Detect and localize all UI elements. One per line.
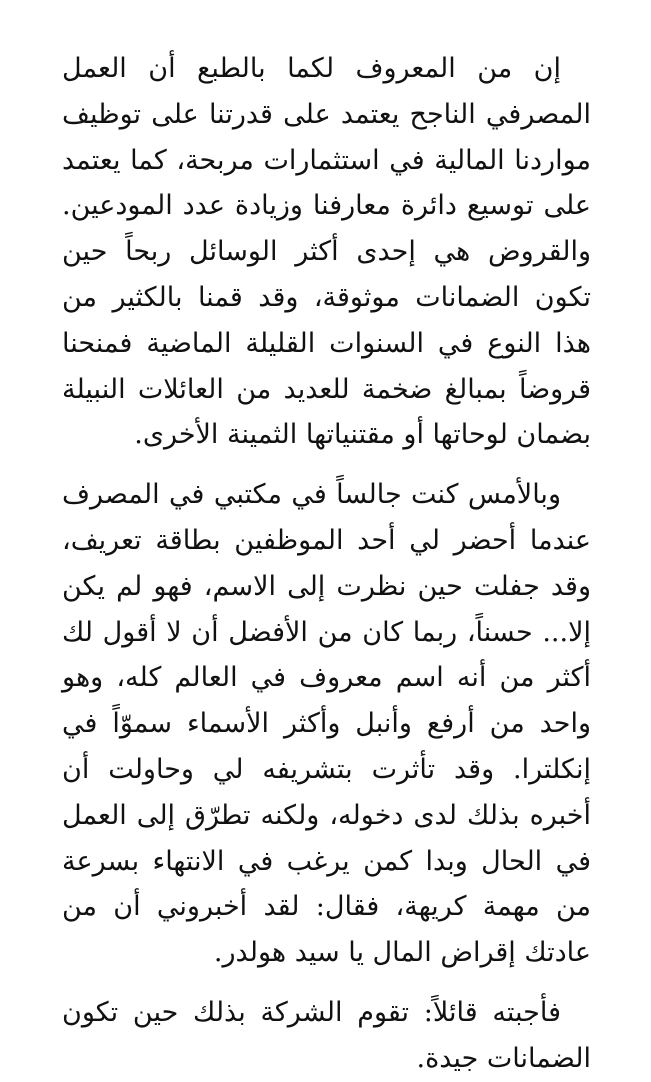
paragraph-visitor: وبالأمس كنت جالساً في مكتبي في المصرف عندما أحضر لي أحد الموظفين بطاقة تعريف، وقد جفلت حين نظرت إلى الاسم، فهو لم يكن إلا... حسناً، ربما كان من الأفضل أن لا أقول لك أكثر من أنه اسم معروف في العالم كله، وهو واحد من أرفع وأنبل وأكثر الأسماء سموّاً في إنكلترا. وقد تأثرت بتشريفه لي وحاولت أن أخبره بذلك لدى دخوله، ولكنه تطرّق إلى العمل في الحال وبدا كمن يرغب في الانتهاء بسرعة من مهمة كريهة، فقال: لقد أخبروني أن من عادتك إقراض المال يا سيد هولدر.	[62, 479, 591, 969]
paragraph-loans: إن من المعروف لكما بالطبع أن العمل المصرفي الناجح يعتمد على قدرتنا على توظيف مواردنا المالية في استثمارات مربحة، كما يعتمد على توسيع دائرة معارفنا وزيادة عدد المودعين. والقروض هي إحدى أكثر الوسائل ربحاً حين تكون الضمانات موثوقة، وقد قمنا بالكثير من هذا النوع في السنوات القليلة الماضية فمنحنا قروضاً بمبالغ ضخمة للعديد من العائلات النبيلة بضمان لوحاتها أو مقتنياتها الثمينة الأخرى.	[62, 53, 591, 451]
paragraph-reply: فأجبته قائلاً: تقوم الشركة بذلك حين تكون الضمانات جيدة.	[62, 996, 591, 1074]
